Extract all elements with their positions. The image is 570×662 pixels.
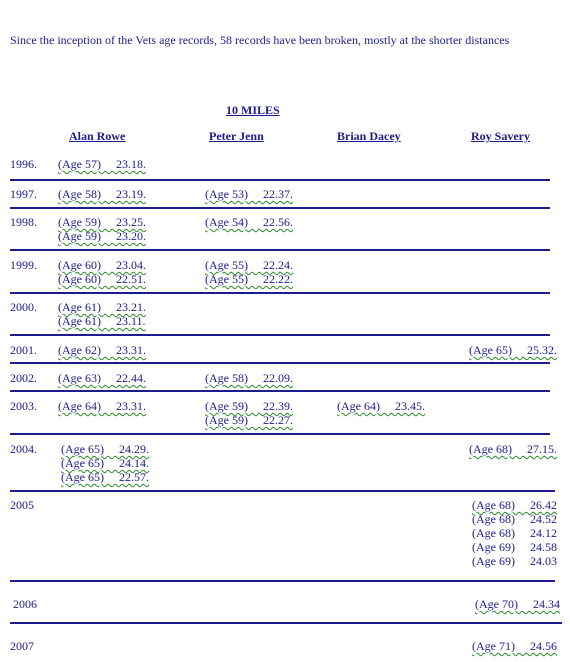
row-divider xyxy=(10,490,555,492)
record-entry: (Age 59) 23.20. xyxy=(58,229,146,243)
record-entry: (Age 71) 24.56 xyxy=(472,639,557,653)
year-label: 1997. xyxy=(10,187,37,201)
record-entry: (Age 69) 24.58 xyxy=(472,540,557,554)
record-entry: (Age 64) 23.45. xyxy=(337,399,425,413)
year-label: 2003. xyxy=(10,399,37,413)
year-label: 2002. xyxy=(10,371,37,385)
year-label: 1999. xyxy=(10,258,37,272)
record-cell-alan xyxy=(58,371,146,385)
row-divider xyxy=(10,334,550,336)
record-entry: (Age 58) 22.09. xyxy=(205,371,293,385)
row-divider xyxy=(10,179,550,181)
table-heading: 10 MILES xyxy=(226,103,280,117)
row-divider xyxy=(10,622,562,624)
year-label: 2006 xyxy=(13,597,37,611)
row-divider xyxy=(10,207,550,209)
record-cell-alan xyxy=(58,300,146,328)
record-entry: (Age 65) 24.14. xyxy=(61,456,149,470)
record-entry: (Age 69) 24.03 xyxy=(472,554,557,568)
year-label: 2004. xyxy=(10,442,37,456)
year-label: 2000. xyxy=(10,300,37,314)
year-label: 1998. xyxy=(10,215,37,229)
record-entry: (Age 68) 27.15. xyxy=(469,442,557,456)
column-header-roy-savery: Roy Savery xyxy=(471,129,530,143)
record-cell-peter xyxy=(205,187,293,201)
record-entry: (Age 61) 23.21. xyxy=(58,300,146,314)
record-cell-alan xyxy=(61,442,149,484)
year-label: 2007 xyxy=(10,639,34,653)
row-divider xyxy=(10,580,555,582)
record-entry: (Age 53) 22.37. xyxy=(205,187,293,201)
record-entry: (Age 58) 23.19. xyxy=(58,187,146,201)
record-entry: (Age 55) 22.22. xyxy=(205,272,293,286)
record-entry: (Age 61) 23.11. xyxy=(58,314,146,328)
record-entry: (Age 65) 22.57. xyxy=(61,470,149,484)
record-entry: (Age 63) 22.44. xyxy=(58,371,146,385)
record-cell-alan xyxy=(58,258,146,286)
column-header-alan-rowe: Alan Rowe xyxy=(69,129,126,143)
column-header-peter-jenn: Peter Jenn xyxy=(209,129,264,143)
row-divider xyxy=(10,362,550,364)
record-entry: (Age 70) 24.34 xyxy=(475,597,560,611)
record-cell-brian xyxy=(337,399,425,413)
year-label: 2005 xyxy=(10,498,34,512)
record-entry: (Age 68) 24.12 xyxy=(472,526,557,540)
record-entry: (Age 54) 22.56. xyxy=(205,215,293,229)
year-label: 1996. xyxy=(10,157,37,171)
record-entry: (Age 59) 22.39. xyxy=(205,399,293,413)
record-entry: (Age 59) 22.27. xyxy=(205,413,293,427)
record-entry: (Age 68) 24.52 xyxy=(472,512,557,526)
record-cell-roy xyxy=(469,343,557,357)
record-cell-alan xyxy=(58,157,146,171)
row-divider xyxy=(10,249,550,251)
record-entry: (Age 65) 24.29. xyxy=(61,442,149,456)
record-entry: (Age 60) 22.51. xyxy=(58,272,146,286)
record-entry: (Age 64) 23.31. xyxy=(58,399,146,413)
record-entry: (Age 59) 23.25. xyxy=(58,215,146,229)
record-cell-peter xyxy=(205,215,293,229)
record-entry: (Age 57) 23.18. xyxy=(58,157,146,171)
row-divider xyxy=(10,292,550,294)
record-entry: (Age 68) 26.42 xyxy=(472,498,557,512)
year-label: 2001. xyxy=(10,343,37,357)
record-cell-alan xyxy=(58,215,146,243)
record-entry: (Age 60) 23.04. xyxy=(58,258,146,272)
record-entry: (Age 65) 25.32. xyxy=(469,343,557,357)
intro-text: Since the inception of the Vets age records, 58 records have been broken, mostly at the shorter distances xyxy=(10,33,510,47)
record-entry: (Age 62) 23.31. xyxy=(58,343,146,357)
column-header-brian-dacey: Brian Dacey xyxy=(337,129,401,143)
record-cell-alan xyxy=(58,187,146,201)
record-cell-roy xyxy=(472,498,557,568)
row-divider xyxy=(10,433,550,435)
record-cell-roy xyxy=(472,639,557,653)
record-cell-alan xyxy=(58,343,146,357)
record-cell-roy xyxy=(475,597,560,611)
row-divider xyxy=(10,390,550,392)
record-cell-peter xyxy=(205,258,293,286)
record-cell-peter xyxy=(205,399,293,427)
record-entry: (Age 55) 22.24. xyxy=(205,258,293,272)
record-cell-peter xyxy=(205,371,293,385)
record-cell-roy xyxy=(469,442,557,456)
record-cell-alan xyxy=(58,399,146,413)
